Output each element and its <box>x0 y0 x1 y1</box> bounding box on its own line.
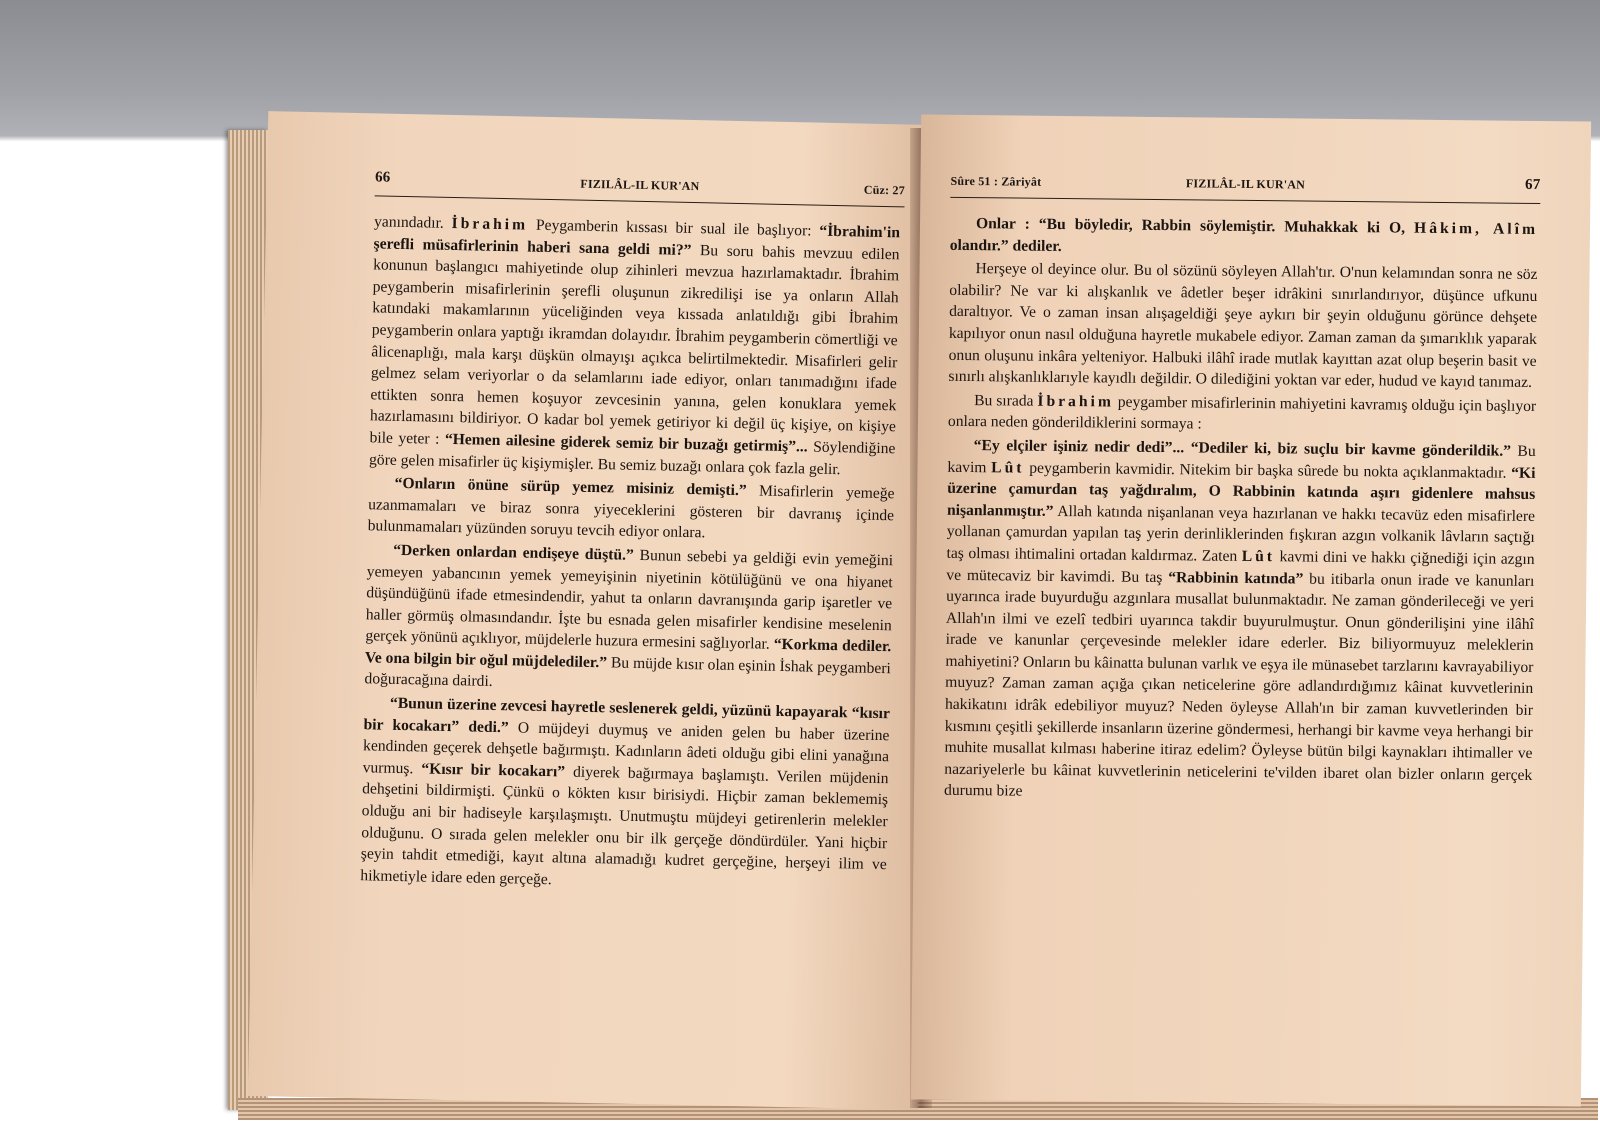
text-run: diyerek bağırmaya başlamıştı. Verilen müjdenin dehşetini bildirmişti. Çünkü o kökten kısır birisiydi. Hiçbir zaman beklememiş olduğu ani bir hadiseyle karşılaşmıştı. Unutmuştu müjdeyi getirenlerin melekler olduğunu. O sırada gelen melekler onu bir ilk gerçeğe döndürdüler. Yani hiçbir şeyin tahdit etmediği, kayıt altına alamadığı kudret gerçeğine, herşeyi ilim ve hikmetiyle idare eden gerçeğe. <box>360 763 889 889</box>
text-run: bu itibarla onun irade ve kanunları uyarınca irade buyurduğu azgınlara musallat bulunmaktadır. Ne zaman gönderileceği ve yeri Allah'ın ilmi ve ezelî tedbiri uyarınca takdir buyurulmuştur. Onun gönderilişini yine ilâhî irade ve kanunlar çerçevesinde melekler idare ederler. Biz biliyormuyuz meleklerin mahiyetini? Onların bu kâinatta bulunan varlık ve eşya ile münasebet tarzlarını kavrayabiliyor muyuz? Zaman zaman açığa çıkan neticelerine göre adlandırdığımız kâinat kuvvetlerinin hakikatını idrâk edebiliyor muyuz? Neden öyleyse Allah'ın bir zaman kuvvetlerinden bir kısmını çeşitli şekillerde insanların üzerine göndermesi, herhangi bir kavme veya herhangi bir muhite musallat kılması haberine itiraz edelim? Öyleyse bütün bilgi kaynakları ihtimaller ve nazariyelerle bu kâinat kuvvetlerinin neticelerini te'vilden ibaret olan bizler onların gerçek durumu bize <box>944 570 1535 801</box>
right-page-header <box>950 169 1540 204</box>
left-page-number: 66 <box>374 169 391 187</box>
text-run: Misafirlerin yemeğe uzanmamaları ve biraz sonra yiyeceklerini gösteren bir davranış içinde bulunmamaları yüzünden soruyu tevcih ediyor onlara. <box>367 482 895 542</box>
bold-quote: “Derken onlardan endişeye düştü.” <box>393 541 634 564</box>
bold-quote: “Ki üzerine çamurdan taş yağdıralım, O Rabbinin katında aşırı gidenlere mahsus nişanlanmıştır.” <box>946 464 1536 520</box>
bold-quote: “Rabbinin katında” <box>1168 568 1304 588</box>
left-running-title: FIZILÂL-IL KUR'AN <box>580 177 700 194</box>
bold-quote: “İbrahim'in şerefli müsafirlerinin haberi sana geldi mi?” <box>373 222 901 259</box>
bold-quote: “Korkma dediler. Ve ona bilgin bir oğul müjdelediler.” <box>364 636 892 672</box>
left-page <box>248 111 938 1110</box>
right-paragraph-1 <box>950 213 1538 262</box>
left-paragraph-4 <box>360 692 890 897</box>
text-run: Bu soru bahis mevzuu edilen konunun başlangıcı mahiyetinde olup zihinleri mevzua hazırlamaktadır. İbrahim peygamberin misafirlerinin şerefli oluşunun zikredilişi ise ya onların Allah katındaki makamlarının yüceliğinden veya kıssada anlatıldığı gibi İbrahim peygamberin onlara yaptığı ikramdan dolayıdır. İbrahim peygamberin cömertliği ve âlicenaplığı, mala karşı düşkün olmayışı açıkca belirtilmektedir. Misafirleri gelir gelmez selam veriyorlar o da selamlarını iade ediyor, onları tanımadığını ifade ettikten sonra hemen koşuyor zevcesinin yanına, gelen konuklara yemek hazırlamasını bildiriyor. O kadar bol yemek getiriyor ki değil üç kişiye, on kişiye bile yeter : <box>369 241 900 448</box>
text-run: Bu sırada <box>974 391 1038 410</box>
text-run: yanındadır. <box>373 213 452 232</box>
right-page-number: 67 <box>1524 177 1541 194</box>
text-run: Bu müjde kısır olan eşinin İshak peygamberi doğuracağına dairdi. <box>364 654 892 691</box>
left-page-header <box>375 167 905 207</box>
text-run: Bu kavim <box>947 442 1536 476</box>
bold-quote: “Ey elçiler işiniz nedir dedi”... “Dediler ki, biz suçlu bir kavme gönderildik.” <box>973 437 1512 460</box>
bold-quote: “Hemen ailesine giderek semiz bir buzağı getirmiş”... <box>444 430 808 456</box>
text-run: peygamberin kavmidir. Nitekim bir başka sûrede bu nokta açıklanmaktadır. <box>1024 459 1512 482</box>
right-running-title: FIZILÂL-IL KUR'AN <box>1185 176 1306 192</box>
right-paragraph-3 <box>948 390 1536 439</box>
spaced-name: Hâkim, Alîm <box>1414 219 1539 238</box>
text-run: kavmi dini ve hakkı çiğnediği için azgın ve mütecaviz bir kavimdi. Bu taş <box>946 548 1535 586</box>
left-paragraph-2 <box>367 472 894 548</box>
right-page <box>911 115 1591 1107</box>
spaced-name: İbrahim <box>451 214 529 234</box>
left-paragraph-3 <box>364 539 893 701</box>
text-run: Allah katında nişanlanan veya hazırlanan ve hakkı tecavüz eden misafirlere yollanan çamurdan yapılan taş yerin derinliklerinden fışkıran azgın volkanik lâvların saçtığı taş olması ihtimalini ortadan kaldırmaz. Zaten <box>946 502 1536 565</box>
bold-quote: “Onların önüne sürüp yemez misiniz demişti.” <box>394 474 747 500</box>
bold-quote: “Kısır bir kocakarı” <box>421 760 566 781</box>
right-page-body <box>941 213 1538 1086</box>
left-paragraph-1 <box>369 211 900 481</box>
bold-quote: Onlar : “Bu böyledir, Rabbin söylemiştir. Muhakkak ki O, <box>975 215 1415 237</box>
right-paragraph-4 <box>944 435 1536 808</box>
right-section-label: Sûre 51 : Zâriyât <box>950 174 1042 190</box>
text-run: peygamber misafirlerinin mahiyetini kavramış olduğu için başlıyor onlara neden gönderildiklerini sormaya : <box>947 393 1537 433</box>
left-section-label: Cüz: 27 <box>863 182 906 198</box>
bold-quote: olandır.” dediler. <box>949 236 1062 255</box>
text-run: O müjdeyi duymuş ve aniden gelen bu haber üzerine kendinden geçerek dehşetle bağırmıştı. Kadınların âdeti olduğu gibi elini yanağına vurmuş. <box>362 718 890 778</box>
left-page-body <box>356 211 900 1089</box>
bold-quote: “Bunun üzerine zevcesi hayretle seslenerek geldi, yüzünü kapayarak “kısır bir kocakarı” dedi.” <box>363 694 891 736</box>
right-paragraph-2 <box>948 258 1537 394</box>
open-book <box>228 118 1598 1118</box>
text-run: Herşeye ol deyince olur. Bu ol sözünü söyleyen Allah'tır. O'nun kelamından sonra ne söz olabilir? Ne var ki alışkanlık ve âdetler beşer idrâkini sınırlandırıyor, düşünce ufkunu daraltıyor. Ve o zaman insan alışageldiği şeye aykırı bir şeyin olduğunu görünce dehşete kapılıyor onun nasıl olduğuna hayretle mukabele ediyor. Zaman zaman da şımarıklık yaparak onun oluşunu inkâra yelteniyor. Halbuki ilâhî irade mutlak kayıttan azat olup beşerin basit ve sınırlı alışkanlıklarıyle kayıdlı değildir. O dilediğini yoktan var eder, hudud ve kayıd tanımaz. <box>948 260 1538 392</box>
spaced-name: Lût <box>991 458 1025 477</box>
text-run: Bunun sebebi ya geldiği evin yemeğini yemeyen yabancının yemek yemeyişinin niyetinin kötülüğünü ve ona hiyanet düşündüğünü ifade etmesindendir, yahut ta onların davranışında garip işaretler ve haller görmüş olmasındandır. İşte bu esnada gelen misafirler kendisine meselenin gerçek yönünü açıklıyor, müjdelerle huzura ermesini sağlıyorlar. <box>365 546 894 654</box>
spaced-name: Lût <box>1241 547 1276 566</box>
text-run: Peygamberin kıssası bir sual ile başlıyor: <box>527 216 820 240</box>
text-run: Söylendiğine göre gelen misafirler üç kişiymişler. Bu semiz buzağı onlara çok fazla gelir. <box>368 438 896 478</box>
spaced-name: İbrahim <box>1037 392 1114 411</box>
